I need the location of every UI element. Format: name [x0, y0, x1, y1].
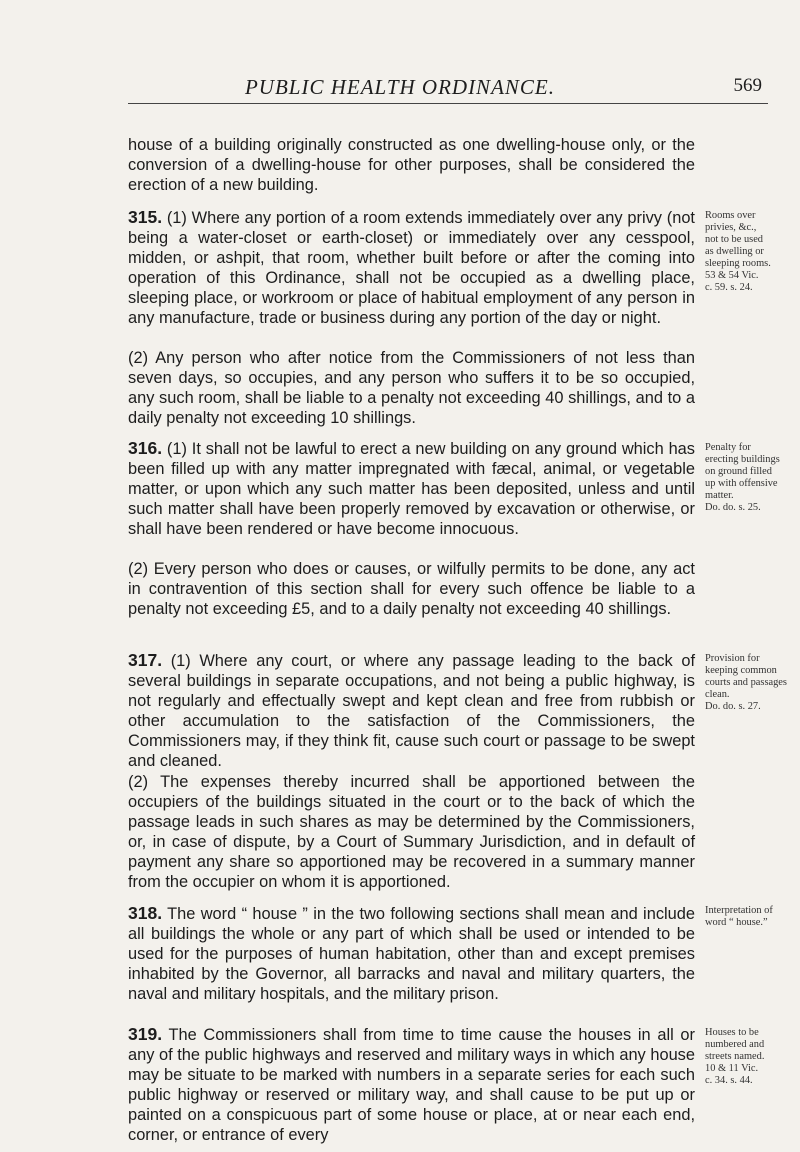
margin-note: Houses to be numbered and streets named. 10 & 11 Vic. c. 34. s. 44.: [705, 1027, 765, 1086]
section-paragraph: [128, 438, 695, 539]
section-paragraph: (2) Any person who after notice from the Commissioners of not less than seven days, so occupies, and any person who suffers it to be so occupied, any such room, shall be liable to a penalty not exceeding 40 shillings, and to a daily penalty not exceeding 10 shillings.: [128, 349, 695, 428]
paragraph-text: The Commissioners shall from time to time cause the houses in all or any of the public highways and reserved and military ways in which any house may be situate to be marked with numbers in a separate series for each such public highway or reserved or military way, and shall cause to be put up or painted on a conspicuous part of some house or place, at or near each end, corner, or entrance of every: [128, 1026, 695, 1145]
section-number: 317.: [128, 650, 163, 670]
section-number: 318.: [128, 903, 163, 923]
page-number: 569: [733, 75, 762, 96]
section-number: 319.: [128, 1024, 163, 1044]
paragraph-text: (1) It shall not be lawful to erect a new building on any ground which has been filled up with any matter impregnated with fæcal, animal, or vegetable matter, or upon which any such matter has been deposited, unless and until such matter shall have been properly removed by excavation or otherwise, or shall have been rendered or have become innocuous.: [128, 440, 695, 539]
paragraph-text: (1) Where any court, or where any passage leading to the back of several buildings in separate occupations, and not being a public highway, is not regularly and effectually swept and kept clean and free from rubbish or other accumulation to the satisfaction of the Commissioners, the Commissioners may, if they think fit, cause such court or passage to be swept and cleaned.: [128, 652, 696, 771]
margin-note: Interpretation of word “ house.”: [705, 905, 773, 928]
paragraph-text: The word “ house ” in the two following sections shall mean and include all buildings the whole or any part of which shall be used or intended to be used for the purposes of human habitation, other than and except premises inhabited by the Governor, all barracks and naval and military quarters, the naval and military hospitals, and the military prison.: [128, 905, 695, 1004]
section-paragraph: [128, 903, 695, 1004]
section-paragraph: (2) The expenses thereby incurred shall be apportioned between the occupiers of the buildings situated in the court or to the back of which the passage leads in such shares as may be determined by the Commissioners, or, in case of dispute, by a Court of Summary Jurisdiction, and in default of payment any share so apportioned may be recovered in a summary manner from the occupier on whom it is apportioned.: [128, 773, 695, 892]
continuation-paragraph: house of a building originally constructed as one dwelling-house only, or the conversion of a dwelling-house for other purposes, shall be considered the erection of a new building.: [128, 136, 695, 195]
section-number: 316.: [128, 438, 163, 458]
paragraph-text: (1) Where any portion of a room extends immediately over any privy (not being a water-closet or earth-closet) or immediately over any cesspool, midden, or ashpit, that room, whether built before or after the coming into operation of this Ordinance, shall not be occupied as a dwelling place, sleeping place, or workroom or place of habitual employment of any person in any manufacture, trade or business during any portion of the day or night.: [128, 209, 695, 328]
section-paragraph: [128, 1024, 695, 1146]
header-rule: [128, 103, 768, 104]
margin-note: Penalty for erecting buildings on ground filled up with offensive matter. Do. do. s. 25.: [705, 442, 780, 513]
margin-note: Rooms over privies, &c., not to be used as dwelling or sleeping rooms. 53 & 54 Vic. c. 59. s. 24.: [705, 210, 771, 293]
section-number: 315.: [128, 207, 163, 227]
margin-note: Provision for keeping common courts and passages clean. Do. do. s. 27.: [705, 653, 787, 712]
running-title: PUBLIC HEALTH ORDINANCE.: [244, 75, 555, 99]
section-paragraph: [128, 650, 695, 772]
section-paragraph: (2) Every person who does or causes, or wilfully permits to be done, any act in contravention of this section shall for every such offence be liable to a penalty not exceeding £5, and to a daily penalty not exceeding 40 shillings.: [128, 560, 695, 619]
section-paragraph: [128, 207, 695, 329]
